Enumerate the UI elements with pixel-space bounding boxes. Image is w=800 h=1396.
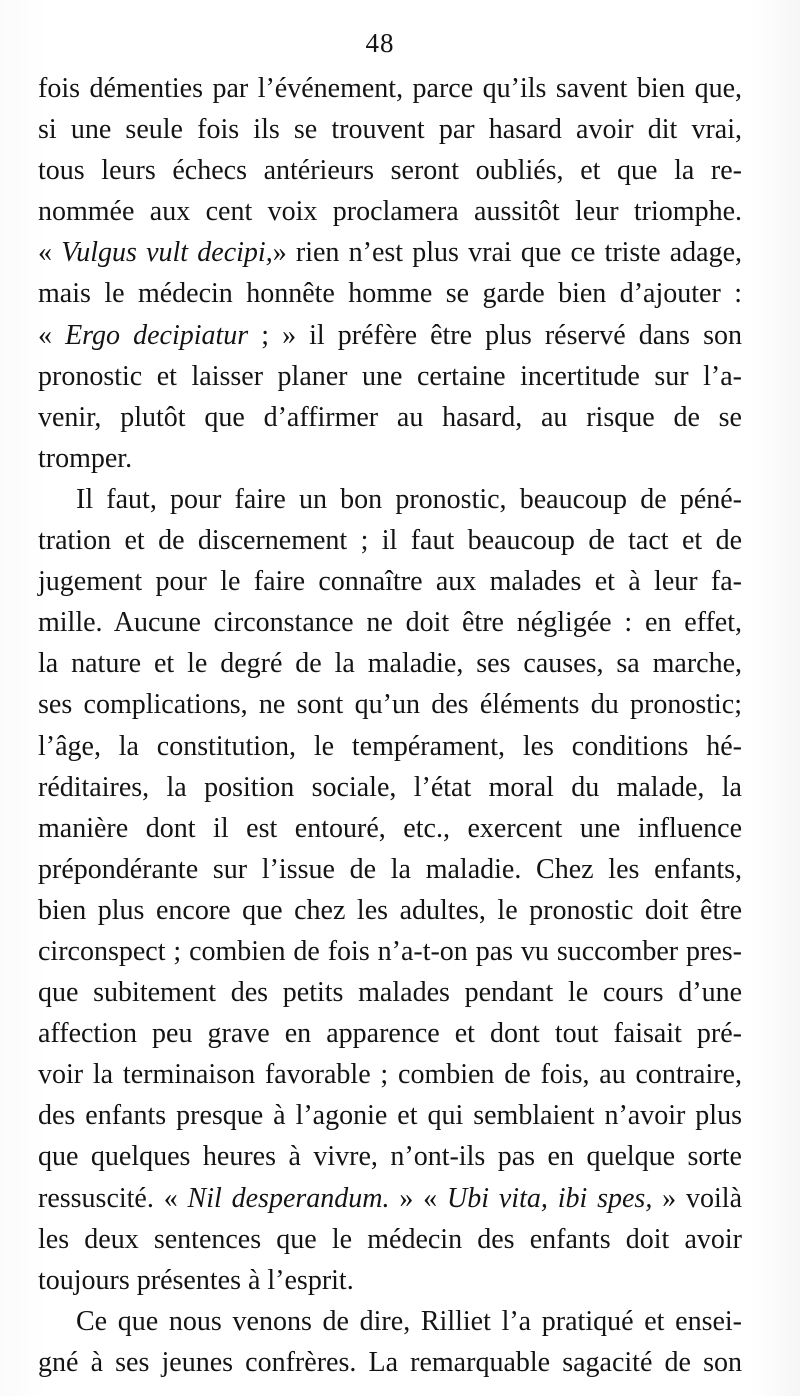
text-line (38, 68, 742, 109)
text-line (38, 397, 742, 438)
text-segment: « (38, 319, 66, 351)
page-number: 48 (365, 28, 395, 58)
italic-latin-phrase: Vulgus vult decipi, (61, 237, 273, 269)
text-line (38, 1136, 742, 1177)
text-segment: nommée aux cent voix proclamera aussitôt leur triomphe. (38, 196, 742, 228)
text-segment: » « (389, 1182, 448, 1214)
text-segment: que quelques heures à vivre, n’ont-ils pas en quelque sorte (38, 1141, 742, 1173)
text-segment: gné à ses jeunes confrères. La remarquable sagacité de son (38, 1346, 742, 1378)
text-segment: les deux sentences que le médecin des enfants doit avoir (38, 1223, 742, 1255)
italic-latin-phrase: Ubi vita, ibi spes, (447, 1182, 653, 1214)
text-line (38, 726, 742, 767)
text-segment: Il faut, pour faire un bon pronostic, beaucoup de péné- (76, 483, 742, 515)
text-segment: prépondérante sur l’issue de la maladie. Chez les enfants, (38, 853, 742, 885)
text-segment: que subitement des petits malades pendant le cours d’une (38, 977, 742, 1009)
text-segment: ses complications, ne sont qu’un des éléments du pronostic; (38, 689, 742, 721)
text-segment: réditaires, la position sociale, l’état moral du malade, la (38, 771, 742, 803)
text-line (38, 150, 742, 191)
text-segment: affection peu grave en apparence et dont tout faisait pré- (38, 1018, 742, 1050)
text-segment: venir, plutôt que d’affirmer au hasard, au risque de se (38, 401, 742, 433)
text-line (38, 849, 742, 890)
text-segment: ressuscité. « (38, 1182, 188, 1214)
italic-latin-phrase: Ergo decipiatur (65, 319, 249, 351)
text-line (38, 931, 742, 972)
text-line (38, 1301, 742, 1342)
text-segment: mille. Aucune circonstance ne doit être négligée : en effet, (38, 607, 742, 639)
body-text (38, 68, 742, 1383)
text-segment: ; » il préfère être plus réservé dans son (248, 319, 743, 351)
text-segment: tration et de discernement ; il faut beaucoup de tact et de (38, 525, 742, 557)
text-line (38, 232, 742, 273)
text-line (38, 972, 742, 1013)
text-segment: circonspect ; combien de fois n’a-t-on pas vu succomber pres- (38, 935, 742, 967)
italic-latin-phrase: Nil desperandum. (187, 1182, 390, 1214)
text-line (38, 561, 742, 602)
text-line (38, 1178, 742, 1219)
text-segment: Ce que nous venons de dire, Rilliet l’a pratiqué et ensei- (76, 1305, 742, 1337)
text-segment: fois démenties par l’événement, parce qu’ils savent bien que, (38, 73, 742, 104)
text-segment: mais le médecin honnête homme se garde bien d’ajouter : (38, 278, 742, 310)
text-line (38, 1054, 742, 1095)
text-line (38, 1219, 742, 1260)
text-line (38, 1013, 742, 1054)
text-line (38, 767, 742, 808)
text-segment: si une seule fois ils se trouvent par hasard avoir dit vrai, (38, 114, 742, 146)
text-segment: l’âge, la constitution, le tempérament, les conditions hé- (38, 730, 742, 762)
text-segment: voir la terminaison favorable ; combien de fois, au contraire, (38, 1059, 742, 1091)
text-segment: » voilà (652, 1182, 742, 1214)
text-segment: tromper. (38, 442, 133, 474)
text-line (38, 520, 742, 561)
text-line (38, 808, 742, 849)
text-line (38, 684, 742, 725)
text-segment: pronostic et laisser planer une certaine incertitude sur l’a- (38, 360, 742, 392)
text-line (38, 356, 742, 397)
text-segment: la nature et le degré de la maladie, ses causes, sa marche, (38, 648, 742, 680)
text-line (38, 643, 742, 684)
text-line (38, 273, 742, 314)
text-segment: » rien n’est plus vrai que ce triste adage, (272, 237, 743, 269)
text-segment: des enfants presque à l’agonie et qui semblaient n’avoir plus (38, 1100, 742, 1132)
text-line (38, 315, 742, 356)
text-line (38, 602, 742, 643)
text-line (38, 109, 742, 150)
text-segment: manière dont il est entouré, etc., exercent une influence (38, 812, 742, 844)
text-segment: tous leurs échecs antérieurs seront oubliés, et que la re- (38, 155, 742, 187)
text-line (38, 438, 742, 479)
text-line (38, 890, 742, 931)
text-line (38, 479, 742, 520)
text-line (38, 1095, 742, 1136)
text-segment: « (38, 237, 62, 269)
text-line (38, 1342, 742, 1383)
text-segment: bien plus encore que chez les adultes, le pronostic doit être (38, 894, 742, 926)
text-line (38, 191, 742, 232)
text-segment: toujours présentes à l’esprit. (38, 1264, 354, 1296)
text-segment: jugement pour le faire connaître aux malades et à leur fa- (38, 566, 742, 598)
text-line (38, 1260, 742, 1301)
